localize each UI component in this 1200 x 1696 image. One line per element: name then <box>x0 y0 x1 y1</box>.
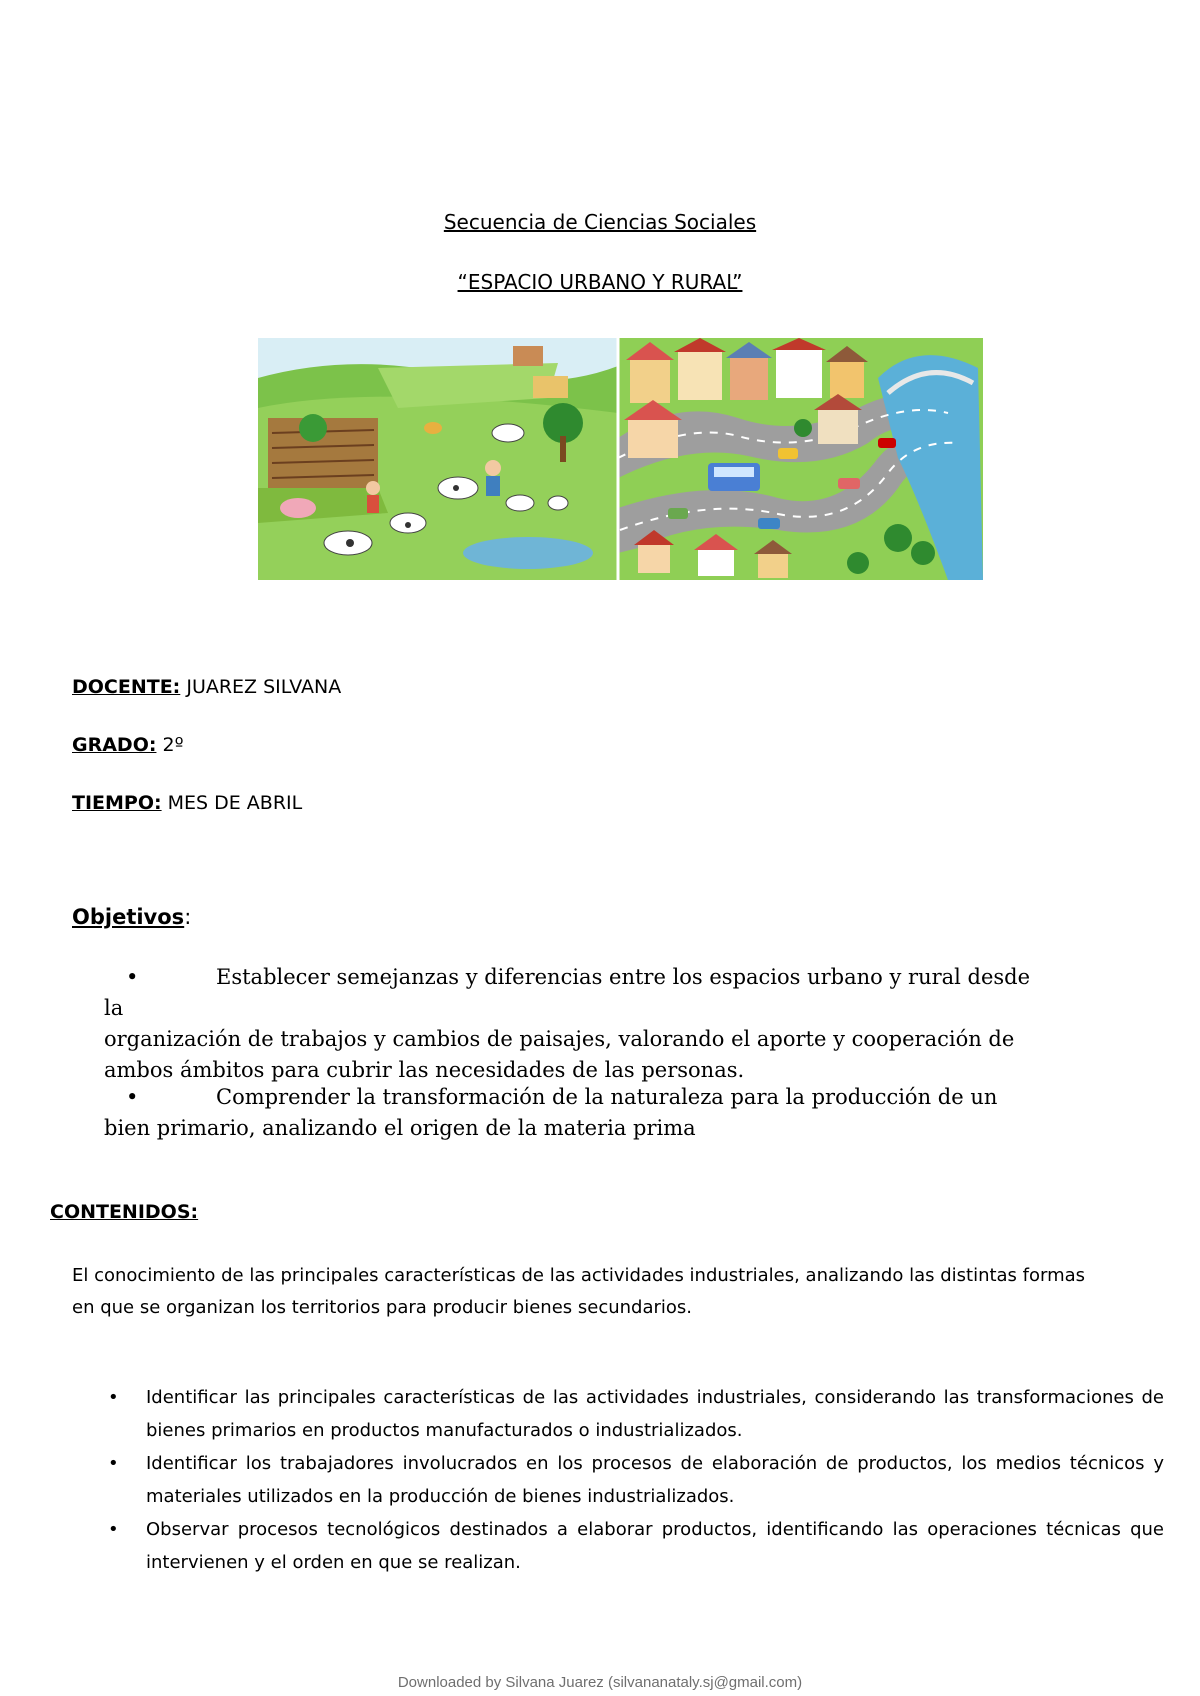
rural-urban-illustration <box>258 338 983 580</box>
tiempo-value: MES DE ABRIL <box>161 792 303 814</box>
objetivo-item <box>104 1082 1054 1144</box>
list-item <box>108 1513 1164 1579</box>
list-item <box>108 1381 1164 1447</box>
download-footer: Downloaded by Silvana Juarez (silvananataly.sj@gmail.com) <box>397 1674 803 1691</box>
grado-line <box>72 734 184 756</box>
docente-line <box>72 676 341 698</box>
bullet-icon: • <box>126 965 139 989</box>
document-subtitle: “ESPACIO URBANO Y RURAL” <box>457 270 743 294</box>
bullet-icon: • <box>108 1453 119 1474</box>
rural-scene <box>258 338 618 580</box>
objetivo-first-line: Comprender la transformación de la naturaleza para la producción de un <box>216 1085 998 1109</box>
tiempo-label: TIEMPO: <box>72 792 162 814</box>
bullet-icon: • <box>108 1387 119 1408</box>
contenidos-heading: CONTENIDOS: <box>50 1201 199 1223</box>
grado-label: GRADO: <box>72 734 157 756</box>
contenidos-paragraph: El conocimiento de las principales características de las actividades industriales, analizando las distintas formas en que se organizan los territorios para producir bienes secundarios. <box>72 1265 1086 1318</box>
tiempo-line <box>72 792 302 814</box>
list-item-text: Identificar los trabajadores involucrados en los procesos de elaboración de productos, los medios técnicos y materiales utilizados en la producción de bienes industrializados. <box>146 1453 1164 1507</box>
urban-scene <box>618 338 983 580</box>
document-title: Secuencia de Ciencias Sociales <box>443 210 757 234</box>
bullet-icon: • <box>108 1519 119 1540</box>
grado-value: 2º <box>156 734 184 756</box>
contenidos-list <box>108 1381 1164 1579</box>
objetivo-rest: bien primario, analizando el origen de la materia prima <box>104 1116 696 1140</box>
objetivo-first-line: Establecer semejanzas y diferencias entre los espacios urbano y rural desde la <box>104 965 1031 1020</box>
bullet-icon: • <box>126 1085 139 1109</box>
objetivos-heading <box>72 905 191 929</box>
list-item-text: Identificar las principales características de las actividades industriales, considerando las transformaciones de bienes primarios en productos manufacturados o industrializados. <box>146 1387 1164 1441</box>
list-item <box>108 1447 1164 1513</box>
list-item-text: Observar procesos tecnológicos destinados a elaborar productos, identificando las operaciones técnicas que intervienen y el orden en que se realizan. <box>146 1519 1164 1573</box>
docente-label: DOCENTE: <box>72 676 181 698</box>
objetivos-heading-text: Objetivos <box>72 905 185 929</box>
objetivo-rest: organización de trabajos y cambios de paisajes, valorando el aporte y cooperación de ambos ámbitos para cubrir las necesidades de las personas. <box>104 1027 1015 1082</box>
docente-value: JUAREZ SILVANA <box>180 676 342 698</box>
objetivo-item <box>104 962 1054 1086</box>
objetivos-heading-colon: : <box>184 905 192 929</box>
